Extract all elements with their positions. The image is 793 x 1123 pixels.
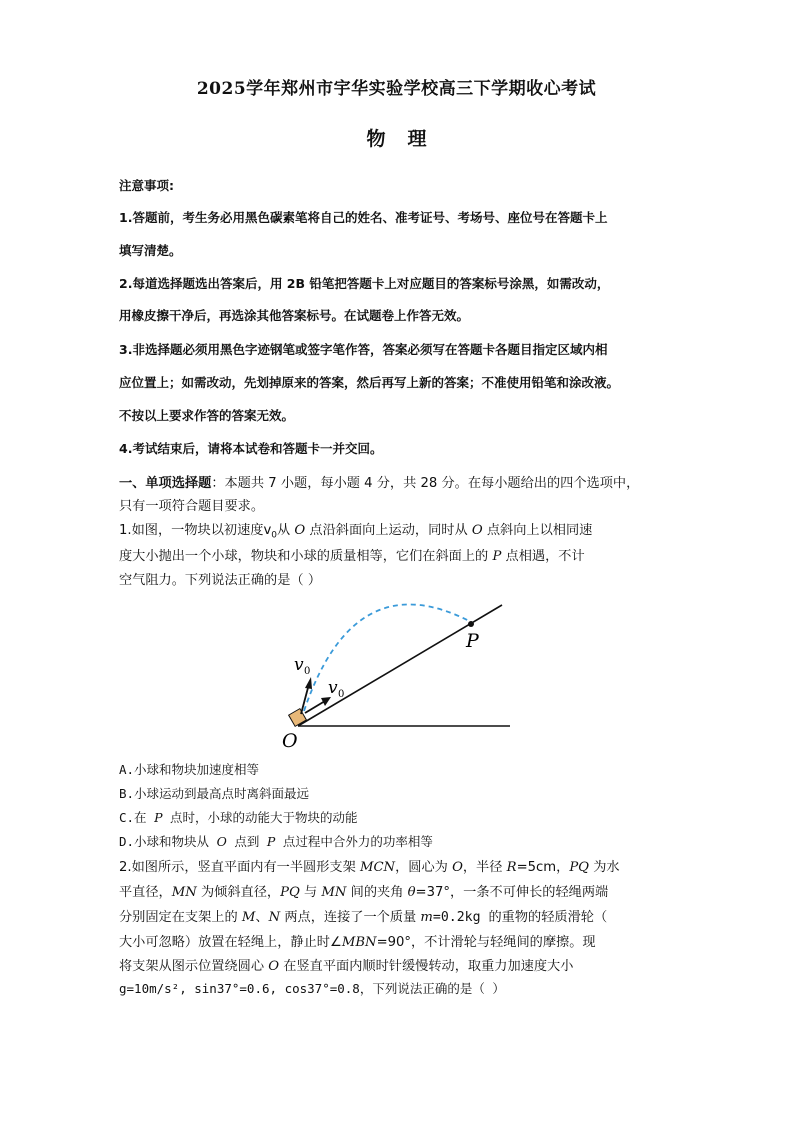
notes-line: 1.答题前，考生务必用黑色碳素笔将自己的姓名、准考证号、考场号、座位号在答题卡上 <box>119 210 608 225</box>
q2-var: R <box>506 860 517 875</box>
q2-var: PQ <box>280 885 300 900</box>
opt-text: C.在 <box>119 810 155 825</box>
q2-var: PQ <box>569 860 589 875</box>
q2-var: MCN <box>359 860 396 875</box>
q2-text: 与 <box>299 885 322 900</box>
label-o: O <box>282 730 298 752</box>
notes-line: 不按以上要求作答的答案无效。 <box>119 408 295 423</box>
q1-option-a: A.小球和物块加速度相等 <box>119 762 260 777</box>
label-v0-ball-sub: 0 <box>304 666 311 677</box>
q2-text: 为倾斜直径， <box>196 885 281 900</box>
q2-text: 分别固定在支架上的 <box>119 910 242 925</box>
q1-sub: 0 <box>271 530 277 541</box>
notes-line: 应位置上；如需改动，先划掉原来的答案，然后再写上新的答案；不准使用铅笔和涂改液。 <box>119 375 620 390</box>
q1-text: 从 <box>277 523 295 538</box>
q1-text: 度大小抛出一个小球，物块和小球的质量相等，它们在斜面上的 <box>119 549 493 564</box>
q2-text: 大小可忽略）放置在轻绳上，静止时∠ <box>119 935 342 950</box>
q1-var: O <box>471 523 483 538</box>
notes-line: 用橡皮擦干净后，再选涂其他答案标号。在试题卷上作答无效。 <box>119 308 470 323</box>
q2-text: 为水 <box>589 860 620 875</box>
label-v0-ball: v <box>294 655 304 675</box>
q1-var: O <box>294 523 306 538</box>
q1-figure <box>270 590 520 755</box>
section-desc-2: 只有一项符合题目要求。 <box>119 499 265 514</box>
q2-line-5 <box>119 955 679 974</box>
q2-text: 、 <box>255 910 269 925</box>
label-p: P <box>466 630 479 652</box>
opt-text: 点过程中合外力的功率相等 <box>275 834 433 849</box>
point-p <box>468 621 474 627</box>
q1-line-3: 空气阻力。下列说法正确的是（ ） <box>119 573 322 588</box>
q2-text: 在竖直平面内顺时针缓慢转动，取重力加速度大小 <box>279 959 574 974</box>
q2-var: m <box>420 910 433 925</box>
opt-var: O <box>216 834 227 849</box>
q2-line-2 <box>119 881 679 900</box>
q2-var: N <box>268 910 281 925</box>
q2-text: =5cm， <box>516 860 570 875</box>
opt-var: P <box>154 810 163 825</box>
q1-option-d <box>119 832 433 850</box>
q1-var: P <box>492 549 502 564</box>
q1-line-2 <box>119 545 679 564</box>
q2-line-4 <box>119 931 679 950</box>
label-v0-block: v <box>328 678 338 698</box>
q2-var: M <box>241 910 256 925</box>
q1-text: 点相遇，不计 <box>501 549 585 564</box>
q2-line-6: g=10m/s², sin37°=0.6, cos37°=0.8，下列说法正确的是（ ） <box>119 981 505 996</box>
opt-text: 点时，小球的动能大于物块的动能 <box>162 810 358 825</box>
subject-title: 物理 <box>366 128 449 150</box>
q2-text: 将支架从图示位置绕圆心 <box>119 959 269 974</box>
q2-var: MBN <box>341 935 377 950</box>
q2-text: ，圆心为 <box>395 860 453 875</box>
section-heading-line <box>119 472 679 491</box>
q2-text: 2.如图所示，竖直平面内有一半圆形支架 <box>119 860 360 875</box>
notes-heading: 注意事项: <box>119 178 174 193</box>
q2-var: θ <box>407 885 416 900</box>
q2-var: O <box>452 860 463 875</box>
q2-text: =37°，一条不可伸长的轻绳两端 <box>415 885 609 900</box>
exam-title: 2025学年郑州市宇华实验学校高三下学期收心考试 <box>196 79 597 99</box>
q2-var: MN <box>171 885 197 900</box>
q2-text: ，半径 <box>462 860 507 875</box>
section-heading: 一、单项选择题 <box>119 476 212 491</box>
block <box>289 709 307 727</box>
notes-line: 3.非选择题必须用黑色字迹钢笔或签字笔作答，答案必须写在答题卡各题目指定区域内相 <box>119 342 608 357</box>
notes-line: 填写清楚。 <box>119 243 182 258</box>
q2-var: MN <box>321 885 347 900</box>
opt-text: 点到 <box>226 834 267 849</box>
q1-text: 1.如图，一物块以初速度v <box>119 523 272 538</box>
q2-var: O <box>268 959 280 974</box>
q1-text: 点沿斜面向上运动，同时从 <box>305 523 472 538</box>
q2-line-3 <box>119 906 679 925</box>
q2-text: 两点，连接了一个质量 <box>280 910 421 925</box>
arrowhead-icon <box>305 677 312 689</box>
q2-text: 平直径， <box>119 885 172 900</box>
opt-text: D.小球和物块从 <box>119 834 217 849</box>
q1-line-1 <box>119 519 679 541</box>
q2-text: =0.2kg 的重物的轻质滑轮（ <box>432 910 608 925</box>
q2-line-1 <box>119 856 679 875</box>
notes-line: 2.每道选择题选出答案后，用 2B 铅笔把答题卡上对应题目的答案标号涂黑，如需改动， <box>119 276 610 291</box>
q1-option-c <box>119 808 358 826</box>
label-v0-block-sub: 0 <box>338 689 345 700</box>
q2-text: =90°，不计滑轮与轻绳间的摩擦。现 <box>376 935 596 950</box>
q1-option-b: B.小球运动到最高点时离斜面最远 <box>119 786 310 801</box>
notes-line: 4.考试结束后，请将本试卷和答题卡一并交回。 <box>119 441 383 456</box>
section-desc: ：本题共 7 小题，每小题 4 分，共 28 分。在每小题给出的四个选项中， <box>211 476 640 491</box>
opt-var: P <box>266 834 276 849</box>
q2-text: 间的夹角 <box>346 885 408 900</box>
q1-text: 点斜向上以相同速 <box>482 523 593 538</box>
